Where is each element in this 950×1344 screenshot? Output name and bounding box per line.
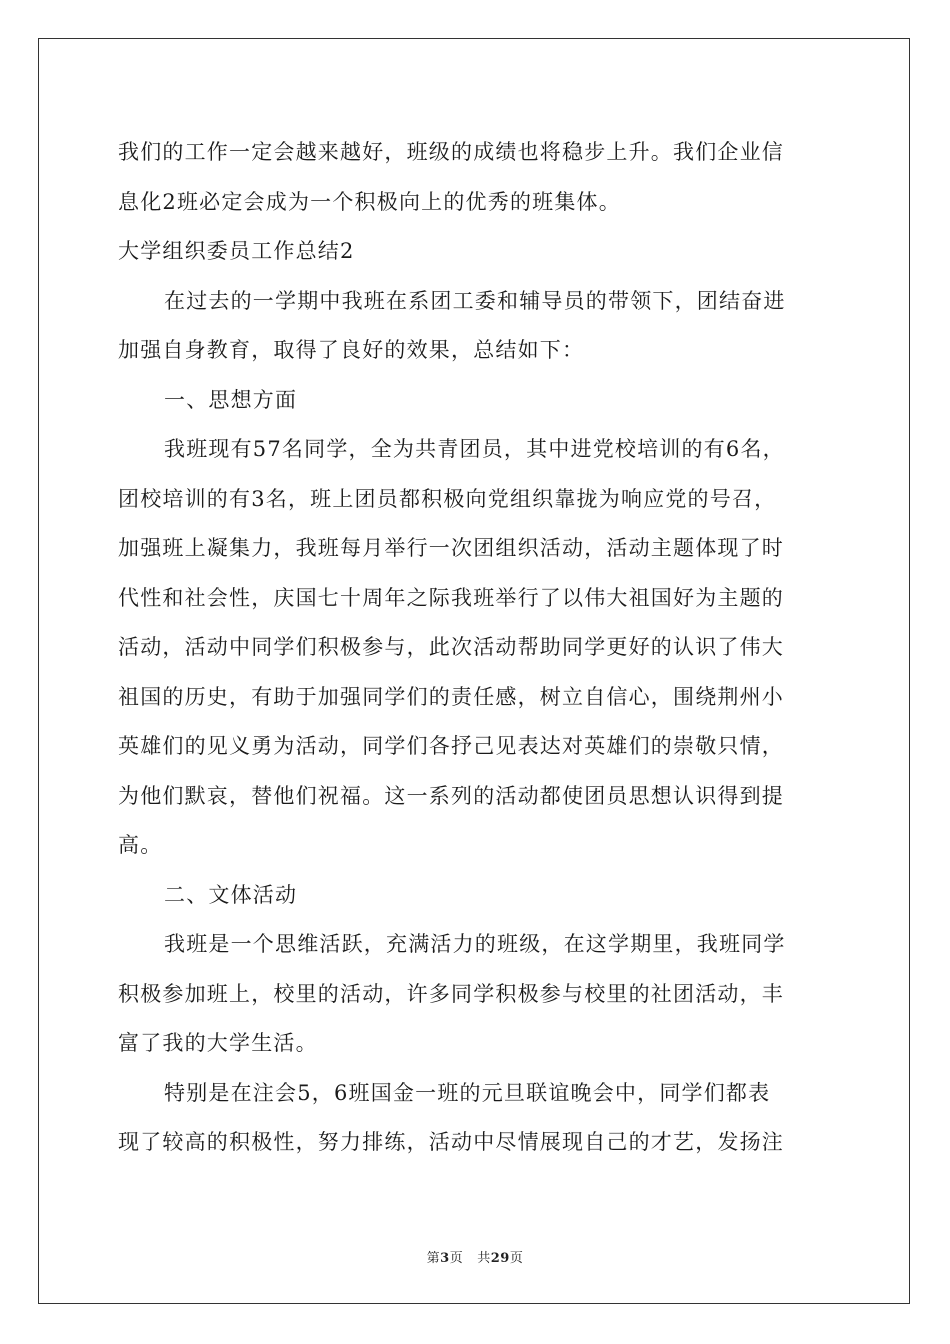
text-line: 二、文体活动 [164,882,298,907]
total-prefix: 共 [477,1251,491,1266]
text-line: 我班是一个思维活跃，充满活力的班级，在这学期里，我班同学 [164,932,786,956]
text-line: 活动，活动中同学们积极参与，此次活动帮助同学更好的认识了伟大 [118,635,784,659]
text-line: 大学组织委员工作总结2 [118,239,355,263]
text-line: 加强班上凝集力，我班每月举行一次团组织活动，活动主题体现了时 [118,536,784,560]
text-line: 高。 [118,833,163,857]
page-suffix: 页 [449,1251,464,1266]
text-line: 积极参加班上，校里的活动，许多同学积极参与校里的社团活动，丰 [118,981,784,1006]
text-line: 加强自身教育，取得了良好的效果，总结如下： [118,338,585,362]
page-footer [0,1247,950,1266]
text-line: 我班现有57名同学，全为共青团员，其中进党校培训的有6名， [164,437,785,461]
text-line: 息化2班必定会成为一个积极向上的优秀的班集体。 [118,189,621,214]
text-line: 团校培训的有3名，班上团员都积极向党组织靠拢为响应党的号召， [118,486,777,511]
text-line: 现了较高的积极性，努力排练，活动中尽情展现自己的才艺，发扬注 [118,1130,784,1154]
total-pages-number: 29 [490,1251,510,1266]
document-body [118,128,834,1168]
current-page-number: 3 [440,1251,450,1266]
text-line: 一、思想方面 [164,387,298,412]
text-line: 在过去的一学期中我班在系团工委和辅导员的带领下，团结奋进 [164,288,786,313]
text-line: 我们的工作一定会越来越好，班级的成绩也将稳步上升。我们企业信 [118,140,784,164]
text-line: 特别是在注会5，6班国金一班的元旦联谊晚会中，同学们都表 [164,1080,771,1105]
text-line: 富了我的大学生活。 [118,1031,318,1055]
text-line: 祖国的历史，有助于加强同学们的责任感，树立自信心，围绕荆州小 [118,684,784,709]
total-suffix: 页 [509,1251,524,1266]
text-line: 英雄们的见义勇为活动，同学们各抒己见表达对英雄们的崇敬只情， [118,734,784,758]
text-line: 为他们默哀，替他们祝福。这一系列的活动都使团员思想认识得到提 [118,783,784,808]
text-line: 代性和社会性，庆国七十周年之际我班举行了以伟大祖国好为主题的 [118,585,784,610]
page-prefix: 第 [426,1251,441,1266]
